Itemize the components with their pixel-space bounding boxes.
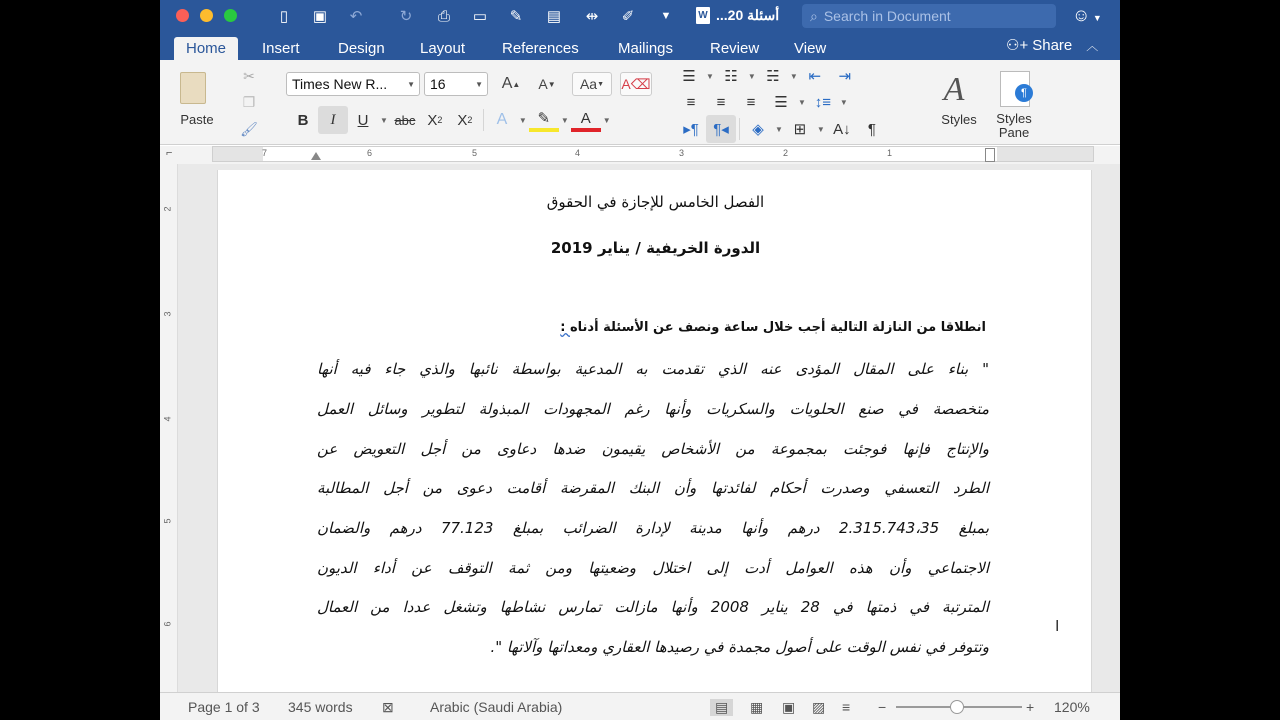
document-canvas [160, 164, 1120, 692]
title-bar [160, 0, 1120, 33]
zoom-in-button[interactable]: + [1026, 699, 1035, 715]
paragraph-line: والإنتاج فإنها فوجئت بمجموعة من الأشخاص يقيمون ضدها دعاوى من أجل التعويض عن [317, 440, 989, 458]
print-layout-view-icon[interactable]: ▤ [710, 699, 733, 716]
font-size-value: 16 [430, 76, 446, 92]
question-intro-colon: : [560, 320, 570, 335]
paragraph-line: " بناء على المقال المؤدى عنه الذي تقدمت به المدعية بواسطة نائبها والذي جاء فيه أنها [317, 360, 989, 378]
styles-pane-icon[interactable]: ¶ [998, 70, 1032, 108]
ruler-number: 4 [575, 148, 581, 158]
change-case-icon[interactable]: Aa ▼ [572, 72, 612, 96]
document-title [696, 7, 779, 24]
font-size-dropdown[interactable] [424, 72, 488, 96]
ltr-paragraph-icon[interactable]: ▸¶ [683, 121, 699, 138]
chevron-down-icon[interactable]: ▼ [839, 97, 848, 107]
clear-formatting-icon[interactable]: A⌫ [620, 72, 652, 96]
search-icon: ⌕ [810, 7, 818, 24]
collapse-ribbon-icon[interactable]: ︿ [1086, 38, 1099, 53]
tab-home[interactable]: Home [174, 37, 238, 60]
highlight-color-icon[interactable]: ✎ [529, 108, 559, 132]
styles-label[interactable]: Styles [941, 112, 977, 127]
zoom-level[interactable]: 120% [1054, 699, 1090, 715]
ruler-number: 5 [472, 148, 478, 158]
paragraph-line-last: وتتوفر في نفس الوقت على أصول مجمدة في رصيدها العقاري ومعداتها وآلاتها ". [490, 638, 989, 656]
bold-button[interactable]: B [297, 111, 309, 129]
tab-insert[interactable]: Insert [262, 40, 300, 57]
focus-view-icon[interactable]: ▣ [782, 699, 796, 715]
ruler-number: 7 [262, 148, 268, 158]
text-cursor-icon: I [1055, 618, 1060, 635]
zoom-out-button[interactable]: − [878, 699, 887, 715]
paragraph-line: متخصصة في صنع الحلويات والسكريات وأنها رغم المجهودات المبذولة لتطوير وسائل العمل [317, 400, 989, 418]
shrink-font-icon[interactable]: A ▼ [538, 76, 556, 92]
ruler-number: 5 [162, 518, 173, 524]
proofing-icon[interactable]: ⊠ [382, 699, 394, 715]
draft-view-icon[interactable]: ▨ [812, 699, 826, 715]
grow-font-icon[interactable]: A ▲ [501, 75, 521, 92]
paragraph-row-2 [676, 88, 850, 116]
left-indent-marker[interactable] [311, 152, 321, 160]
chevron-down-icon[interactable]: ▼ [602, 115, 611, 125]
horizontal-ruler [160, 146, 1120, 164]
paragraph-line: الطرد التعسفي وصدرت أحكام لفائدتها وأن البنك المقرضة أقامت دعوى من أجل المطالبة [317, 479, 989, 497]
redo-icon[interactable]: ↻ [399, 8, 413, 25]
cut-icon[interactable]: ✂ [243, 67, 255, 84]
paste-label[interactable]: Paste [180, 112, 214, 127]
chevron-down-icon: ▼ [475, 80, 483, 89]
sidebar-toggle-icon[interactable]: ▯ [279, 8, 289, 25]
document-heading-1: الفصل الخامس للإجازة في الحقوق [546, 193, 765, 211]
close-window-button[interactable] [176, 9, 189, 22]
paragraph-line: المترتبة في ذمتها في 28 يناير 2008 وأنها مازالت تمارس نشاطها وتشغل عددا من العمال [317, 598, 989, 616]
font-name-dropdown[interactable] [286, 72, 420, 96]
styles-gallery-icon[interactable]: A [943, 71, 965, 108]
vertical-ruler [160, 164, 178, 692]
feedback-smiley-icon[interactable]: ☺ ▼ [1072, 5, 1102, 25]
word-window [160, 0, 1120, 720]
document-page[interactable] [217, 170, 1092, 692]
share-label: Share [1032, 36, 1073, 54]
shading-icon[interactable]: ◈ [752, 121, 764, 138]
tab-stop-selector-icon[interactable]: ⌐ [166, 147, 173, 159]
strikethrough-button[interactable]: abc [394, 112, 416, 128]
tab-design[interactable]: Design [338, 40, 385, 57]
multilevel-list-icon[interactable]: ☵ [766, 68, 780, 85]
tab-mailings[interactable]: Mailings [618, 40, 674, 57]
chevron-down-icon[interactable]: ▼ [816, 124, 825, 134]
sort-icon[interactable]: A↓ [833, 120, 851, 138]
add-person-icon: ⚇+ [1006, 37, 1029, 54]
styles-pane-label[interactable]: Styles Pane [996, 111, 1032, 140]
ruler-number: 2 [783, 148, 789, 158]
word-count[interactable]: 345 words [288, 699, 353, 715]
text-effects-icon[interactable]: A [496, 111, 508, 128]
ruler-number: 2 [162, 206, 173, 212]
search-input[interactable] [802, 4, 1056, 28]
paragraph-line: بمبلغ 2.315.743،35 درهم وأنها مدينة لإدارة الضرائب بمبلغ 77.123 درهم والضمان [317, 519, 989, 537]
page-count[interactable]: Page 1 of 3 [188, 699, 260, 715]
ruler-number: 3 [162, 311, 173, 317]
language-indicator[interactable]: Arabic (Saudi Arabia) [430, 699, 563, 715]
paragraph-row-3 [676, 115, 887, 143]
status-bar [160, 692, 1120, 720]
tab-view[interactable]: View [794, 40, 827, 57]
chevron-down-icon[interactable]: ▼ [706, 71, 714, 81]
tab-review[interactable]: Review [710, 40, 760, 57]
question-intro [560, 320, 986, 335]
bullets-icon[interactable]: ☰ [682, 68, 696, 85]
chevron-down-icon[interactable]: ▼ [560, 115, 569, 125]
borders-icon[interactable]: ⊞ [793, 121, 807, 138]
print-icon[interactable]: ⎙ [437, 7, 450, 25]
web-view-icon[interactable]: ≡ [842, 699, 851, 715]
tab-layout[interactable]: Layout [420, 40, 466, 57]
zoom-window-button[interactable] [224, 9, 237, 22]
chevron-down-icon[interactable]: ▼ [789, 71, 798, 81]
divider [739, 118, 740, 140]
chevron-down-icon[interactable]: ▼ [380, 115, 388, 125]
chevron-down-icon: ▼ [407, 80, 415, 89]
copy-icon[interactable]: ❐ [242, 93, 256, 110]
tab-references[interactable]: References [502, 40, 579, 57]
ruler-number: 6 [367, 148, 373, 158]
ruler-number: 6 [162, 621, 173, 627]
chevron-down-icon[interactable]: ▼ [798, 97, 806, 107]
ribbon-home [160, 60, 1120, 145]
edit-icon[interactable]: ✎ [509, 8, 523, 25]
question-intro-text: انطلاقا من النازلة التالية أجب خلال ساعة ونصف عن الأسئلة أدناه [570, 320, 986, 335]
numbering-icon[interactable]: ☷ [724, 68, 738, 85]
increase-indent-icon[interactable]: ⇥ [838, 68, 852, 85]
font-format-row [288, 106, 613, 134]
clipboard-paste-icon[interactable] [176, 68, 210, 108]
chevron-down-icon[interactable]: ▼ [747, 71, 756, 81]
align-center-icon[interactable]: ≡ [716, 93, 726, 111]
align-left-icon[interactable]: ≡ [686, 93, 696, 111]
chevron-down-icon[interactable]: ▼ [518, 115, 527, 125]
ribbon-tabs [160, 33, 1120, 60]
format-painter-icon[interactable]: 🖌 [240, 120, 258, 137]
word-document-icon: W [696, 7, 710, 24]
superscript-button[interactable]: X 2 [457, 111, 473, 129]
ruler-number: 3 [679, 148, 685, 158]
line-spacing-icon[interactable]: ↕≡ [814, 93, 832, 111]
ruler-number: 4 [162, 416, 173, 422]
zoom-slider-knob[interactable] [950, 700, 964, 714]
divider [483, 109, 484, 131]
share-button[interactable] [1006, 36, 1098, 54]
chevron-down-icon[interactable]: ▼ [775, 124, 783, 134]
paragraph-row-1 [674, 62, 860, 90]
ruler-track[interactable] [212, 146, 1094, 162]
rtl-paragraph-icon[interactable]: ¶◂ [706, 115, 736, 143]
document-title-text: أسئلة 20... [716, 7, 780, 23]
customize-toolbar-icon[interactable]: ▼ [660, 10, 672, 22]
right-indent-marker[interactable] [985, 148, 995, 162]
undo-icon[interactable]: ↶ [349, 8, 363, 25]
minimize-window-button[interactable] [200, 9, 213, 22]
justify-icon[interactable]: ☰ [774, 94, 788, 111]
align-right-icon[interactable]: ≡ [746, 93, 756, 111]
search-placeholder: Search in Document [823, 8, 951, 24]
show-formatting-marks-icon[interactable]: ¶ [867, 120, 876, 138]
underline-button[interactable]: U [357, 111, 369, 129]
document-heading-2: الدورة الخريفية / يناير 2019 [550, 239, 761, 257]
track-changes-icon[interactable]: ✐ [621, 8, 635, 25]
save-icon[interactable]: ▣ [312, 8, 328, 25]
paragraph-line: الاجتماعي وأن هذه العوامل أدت إلى اختلال وضعيتها ومن ثمة التوقف عن أداء الديون [317, 559, 989, 577]
new-document-icon[interactable]: ▭ [472, 8, 488, 25]
ruler-number: 1 [887, 148, 893, 158]
paragraph-direction-icon[interactable]: ⇹ [585, 8, 599, 25]
read-mode-icon[interactable]: ▤ [546, 8, 562, 25]
italic-button[interactable]: I [318, 106, 348, 134]
font-name-value: Times New R... [292, 76, 388, 92]
decrease-indent-icon[interactable]: ⇤ [808, 68, 822, 85]
outline-view-icon[interactable]: ▦ [750, 699, 764, 715]
font-color-icon[interactable]: A [571, 108, 601, 132]
subscript-button[interactable]: X 2 [427, 111, 443, 129]
